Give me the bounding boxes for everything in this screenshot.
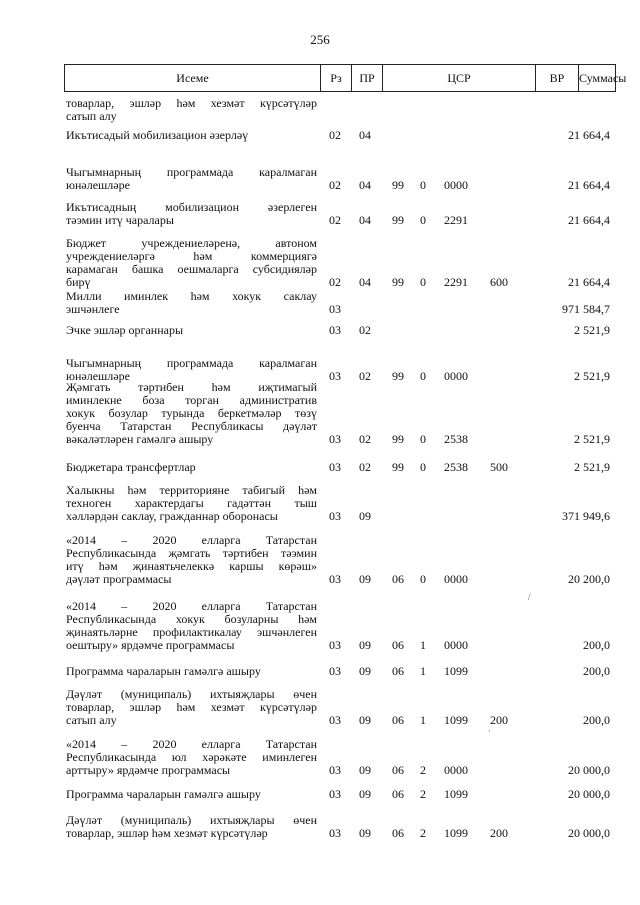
header-rz: Рз <box>330 71 342 85</box>
row-vr: 200 <box>490 713 508 727</box>
row-name-line: сатып алу <box>66 713 117 727</box>
row-name-line: Чыгымнарның программада каралмаган <box>66 165 317 179</box>
row-vr: 200 <box>490 826 508 840</box>
row-name <box>66 381 317 446</box>
row-sum: 20 000,0 <box>568 826 610 840</box>
row-c2: 0 <box>420 572 426 586</box>
row-pr: 02 <box>359 369 371 383</box>
row-pr: 02 <box>359 323 371 337</box>
row-name-line: Программа чараларын гамәлгә ашыру <box>66 787 261 801</box>
row-c3: 2538 <box>444 432 468 446</box>
row-vr: 500 <box>490 460 508 474</box>
row-name-line: Дәүләт (муниципаль) ихтыяҗлары өчен <box>66 813 317 827</box>
row-name-line: оештыру» ярдәмче программасы <box>66 638 235 652</box>
row-rz: 03 <box>329 432 341 446</box>
row-c1: 99 <box>392 213 404 227</box>
row-name <box>66 461 317 474</box>
row-name <box>66 201 317 227</box>
row-name <box>66 665 317 678</box>
row-c3: 2291 <box>444 213 468 227</box>
row-vr: 600 <box>490 275 508 289</box>
row-name <box>66 484 317 523</box>
row-sum: 971 584,7 <box>562 302 610 316</box>
row-c2: 0 <box>420 460 426 474</box>
row-name <box>66 97 317 123</box>
page-number: 256 <box>310 32 330 47</box>
row-pr: 04 <box>359 178 371 192</box>
row-c2: 0 <box>420 432 426 446</box>
row-c1: 99 <box>392 275 404 289</box>
row-pr: 04 <box>359 128 371 142</box>
row-name-line: хокук бозулар турында беркетмәләр төзү <box>66 406 317 420</box>
row-sum: 200,0 <box>583 638 610 652</box>
row-c1: 99 <box>392 178 404 192</box>
row-sum: 371 949,6 <box>562 509 610 523</box>
row-rz: 03 <box>329 460 341 474</box>
row-name-line: Программа чараларын гамәлгә ашыру <box>66 664 261 678</box>
row-name-line: җинаятьләрне профилактикалау эшчәнлеген <box>66 625 317 639</box>
row-name-line: юнәлешләре <box>66 369 130 383</box>
row-c2: 2 <box>420 826 426 840</box>
row-name-line: буенча Татарстан Республикасы дәүләт <box>66 419 317 433</box>
row-c2: 1 <box>420 664 426 678</box>
row-name <box>66 129 317 142</box>
row-rz: 03 <box>329 302 341 316</box>
row-sum: 21 664,4 <box>568 178 610 192</box>
row-name-line: дәүләт программасы <box>66 572 172 586</box>
row-name <box>66 324 317 337</box>
row-name <box>66 738 317 777</box>
row-rz: 03 <box>329 787 341 801</box>
row-sum: 2 521,9 <box>574 460 610 474</box>
header-vr: ВР <box>549 71 565 85</box>
row-name-line: товарлар, эшләр һәм хезмәт күрсәтүләр <box>66 700 317 714</box>
row-name <box>66 788 317 801</box>
row-rz: 03 <box>329 713 341 727</box>
row-pr: 04 <box>359 213 371 227</box>
row-name-line: Халыкны һәм территорияне табигый һәм <box>66 483 317 497</box>
row-c1: 99 <box>392 460 404 474</box>
row-c1: 06 <box>392 787 404 801</box>
row-c3: 0000 <box>444 763 468 777</box>
row-sum: 2 521,9 <box>574 432 610 446</box>
row-c1: 06 <box>392 763 404 777</box>
row-sum: 20 000,0 <box>568 763 610 777</box>
row-c3: 0000 <box>444 572 468 586</box>
row-name-line: Республикасында җәмгать тәртибен тәэмин <box>66 546 317 560</box>
row-name-line: товарлар, эшләр һәм хезмәт күрсәтүләр <box>66 96 317 110</box>
row-sum: 20 000,0 <box>568 787 610 801</box>
table-header <box>64 64 627 92</box>
row-name-line: Икътисадый мобилизацион әзерләү <box>66 128 249 142</box>
row-name-line: хәлләрдән саклау, гражданнар оборонасы <box>66 509 278 523</box>
row-pr: 09 <box>359 638 371 652</box>
row-rz: 02 <box>329 213 341 227</box>
row-name <box>66 688 317 727</box>
row-sum: 21 664,4 <box>568 128 610 142</box>
row-c3: 1099 <box>444 713 468 727</box>
row-name-line: Милли иминлек һәм хокук саклау <box>66 289 317 303</box>
row-c3: 2538 <box>444 460 468 474</box>
row-rz: 03 <box>329 572 341 586</box>
row-c1: 06 <box>392 713 404 727</box>
scan-mark: · <box>488 726 491 736</box>
row-c2: 1 <box>420 713 426 727</box>
row-c2: 0 <box>420 213 426 227</box>
row-name-line: «2014 – 2020 елларга Татарстан <box>66 599 317 613</box>
row-name <box>66 534 317 586</box>
row-rz: 03 <box>329 509 341 523</box>
row-c3: 0000 <box>444 369 468 383</box>
row-sum: 2 521,9 <box>574 369 610 383</box>
row-name-line: Бюджет учреждениеләренә, автоном <box>66 236 317 250</box>
row-name <box>66 600 317 652</box>
row-c2: 1 <box>420 638 426 652</box>
row-c3: 0000 <box>444 638 468 652</box>
row-rz: 03 <box>329 638 341 652</box>
scan-mark: / <box>528 592 531 602</box>
row-sum: 20 200,0 <box>568 572 610 586</box>
row-c2: 0 <box>420 178 426 192</box>
row-pr: 09 <box>359 763 371 777</box>
row-sum: 21 664,4 <box>568 213 610 227</box>
row-c3: 1099 <box>444 787 468 801</box>
row-c3: 2291 <box>444 275 468 289</box>
row-pr: 09 <box>359 787 371 801</box>
header-pr: ПР <box>359 71 375 85</box>
row-c3: 1099 <box>444 826 468 840</box>
row-rz: 02 <box>329 275 341 289</box>
row-name-line: Республикасында хокук бозуларны һәм <box>66 612 317 626</box>
row-rz: 03 <box>329 664 341 678</box>
row-name <box>66 290 317 316</box>
row-c1: 06 <box>392 664 404 678</box>
row-c1: 99 <box>392 369 404 383</box>
row-rz: 03 <box>329 763 341 777</box>
header-name: Исеме <box>176 71 209 85</box>
row-c3: 0000 <box>444 178 468 192</box>
row-sum: 21 664,4 <box>568 275 610 289</box>
row-pr: 09 <box>359 826 371 840</box>
row-name-line: бирү <box>66 275 91 289</box>
row-name-line: Икътисадның мобилизацион әзерлеген <box>66 200 317 214</box>
row-name-line: вәкаләтләрен гамәлгә ашыру <box>66 432 214 446</box>
row-name-line: тәэмин итү чаралары <box>66 213 174 227</box>
row-name-line: Җәмгать тәртибен һәм иҗтимагый <box>66 380 317 394</box>
row-name-line: Бюджетара трансфертлар <box>66 460 196 474</box>
row-name-line: учреждениеләргә һәм коммерциягә <box>66 249 317 263</box>
row-name <box>66 814 317 840</box>
row-name-line: «2014 – 2020 елларга Татарстан <box>66 737 317 751</box>
row-name-line: иминлекне боза торган административ <box>66 393 317 407</box>
row-sum: 2 521,9 <box>574 323 610 337</box>
row-c1: 06 <box>392 638 404 652</box>
row-c1: 99 <box>392 432 404 446</box>
row-rz: 03 <box>329 323 341 337</box>
row-name-line: «2014 – 2020 елларга Татарстан <box>66 533 317 547</box>
row-name-line: техноген характердагы гадәттән тыш <box>66 496 317 510</box>
row-pr: 09 <box>359 509 371 523</box>
row-name-line: Республикасында юл хәрәкәте иминлеген <box>66 750 317 764</box>
row-c2: 2 <box>420 763 426 777</box>
row-name-line: товарлар, эшләр һәм хезмәт күрсәтүләр <box>66 826 268 840</box>
row-c2: 0 <box>420 275 426 289</box>
row-pr: 04 <box>359 275 371 289</box>
row-pr: 09 <box>359 713 371 727</box>
row-name-line: арттыру» ярдәмче программасы <box>66 763 231 777</box>
row-sum: 200,0 <box>583 713 610 727</box>
row-c3: 1099 <box>444 664 468 678</box>
row-name-line: Дәүләт (муниципаль) ихтыяҗлары өчен <box>66 687 317 701</box>
row-c2: 2 <box>420 787 426 801</box>
row-name-line: сатып алу <box>66 109 117 123</box>
row-pr: 09 <box>359 664 371 678</box>
row-pr: 02 <box>359 460 371 474</box>
row-pr: 02 <box>359 432 371 446</box>
row-rz: 03 <box>329 369 341 383</box>
row-rz: 02 <box>329 178 341 192</box>
header-csr: ЦСР <box>447 71 471 85</box>
row-name-line: юнәлешләре <box>66 178 130 192</box>
row-c1: 06 <box>392 826 404 840</box>
row-c2: 0 <box>420 369 426 383</box>
row-name-line: карамаган башка оешмаларга субсидияләр <box>66 262 317 276</box>
row-c1: 06 <box>392 572 404 586</box>
row-sum: 200,0 <box>583 664 610 678</box>
row-rz: 03 <box>329 826 341 840</box>
row-rz: 02 <box>329 128 341 142</box>
row-name-line: эшчәнлеге <box>66 302 120 316</box>
row-name <box>66 166 317 192</box>
row-name-line: Эчке эшләр органнары <box>66 323 183 337</box>
row-name <box>66 237 317 289</box>
row-pr: 09 <box>359 572 371 586</box>
header-sum: Суммасы <box>579 71 627 85</box>
row-name-line: итү һәм җинаятьчелеккә каршы көрәш» <box>66 559 317 573</box>
row-name-line: Чыгымнарның программада каралмаган <box>66 356 317 370</box>
